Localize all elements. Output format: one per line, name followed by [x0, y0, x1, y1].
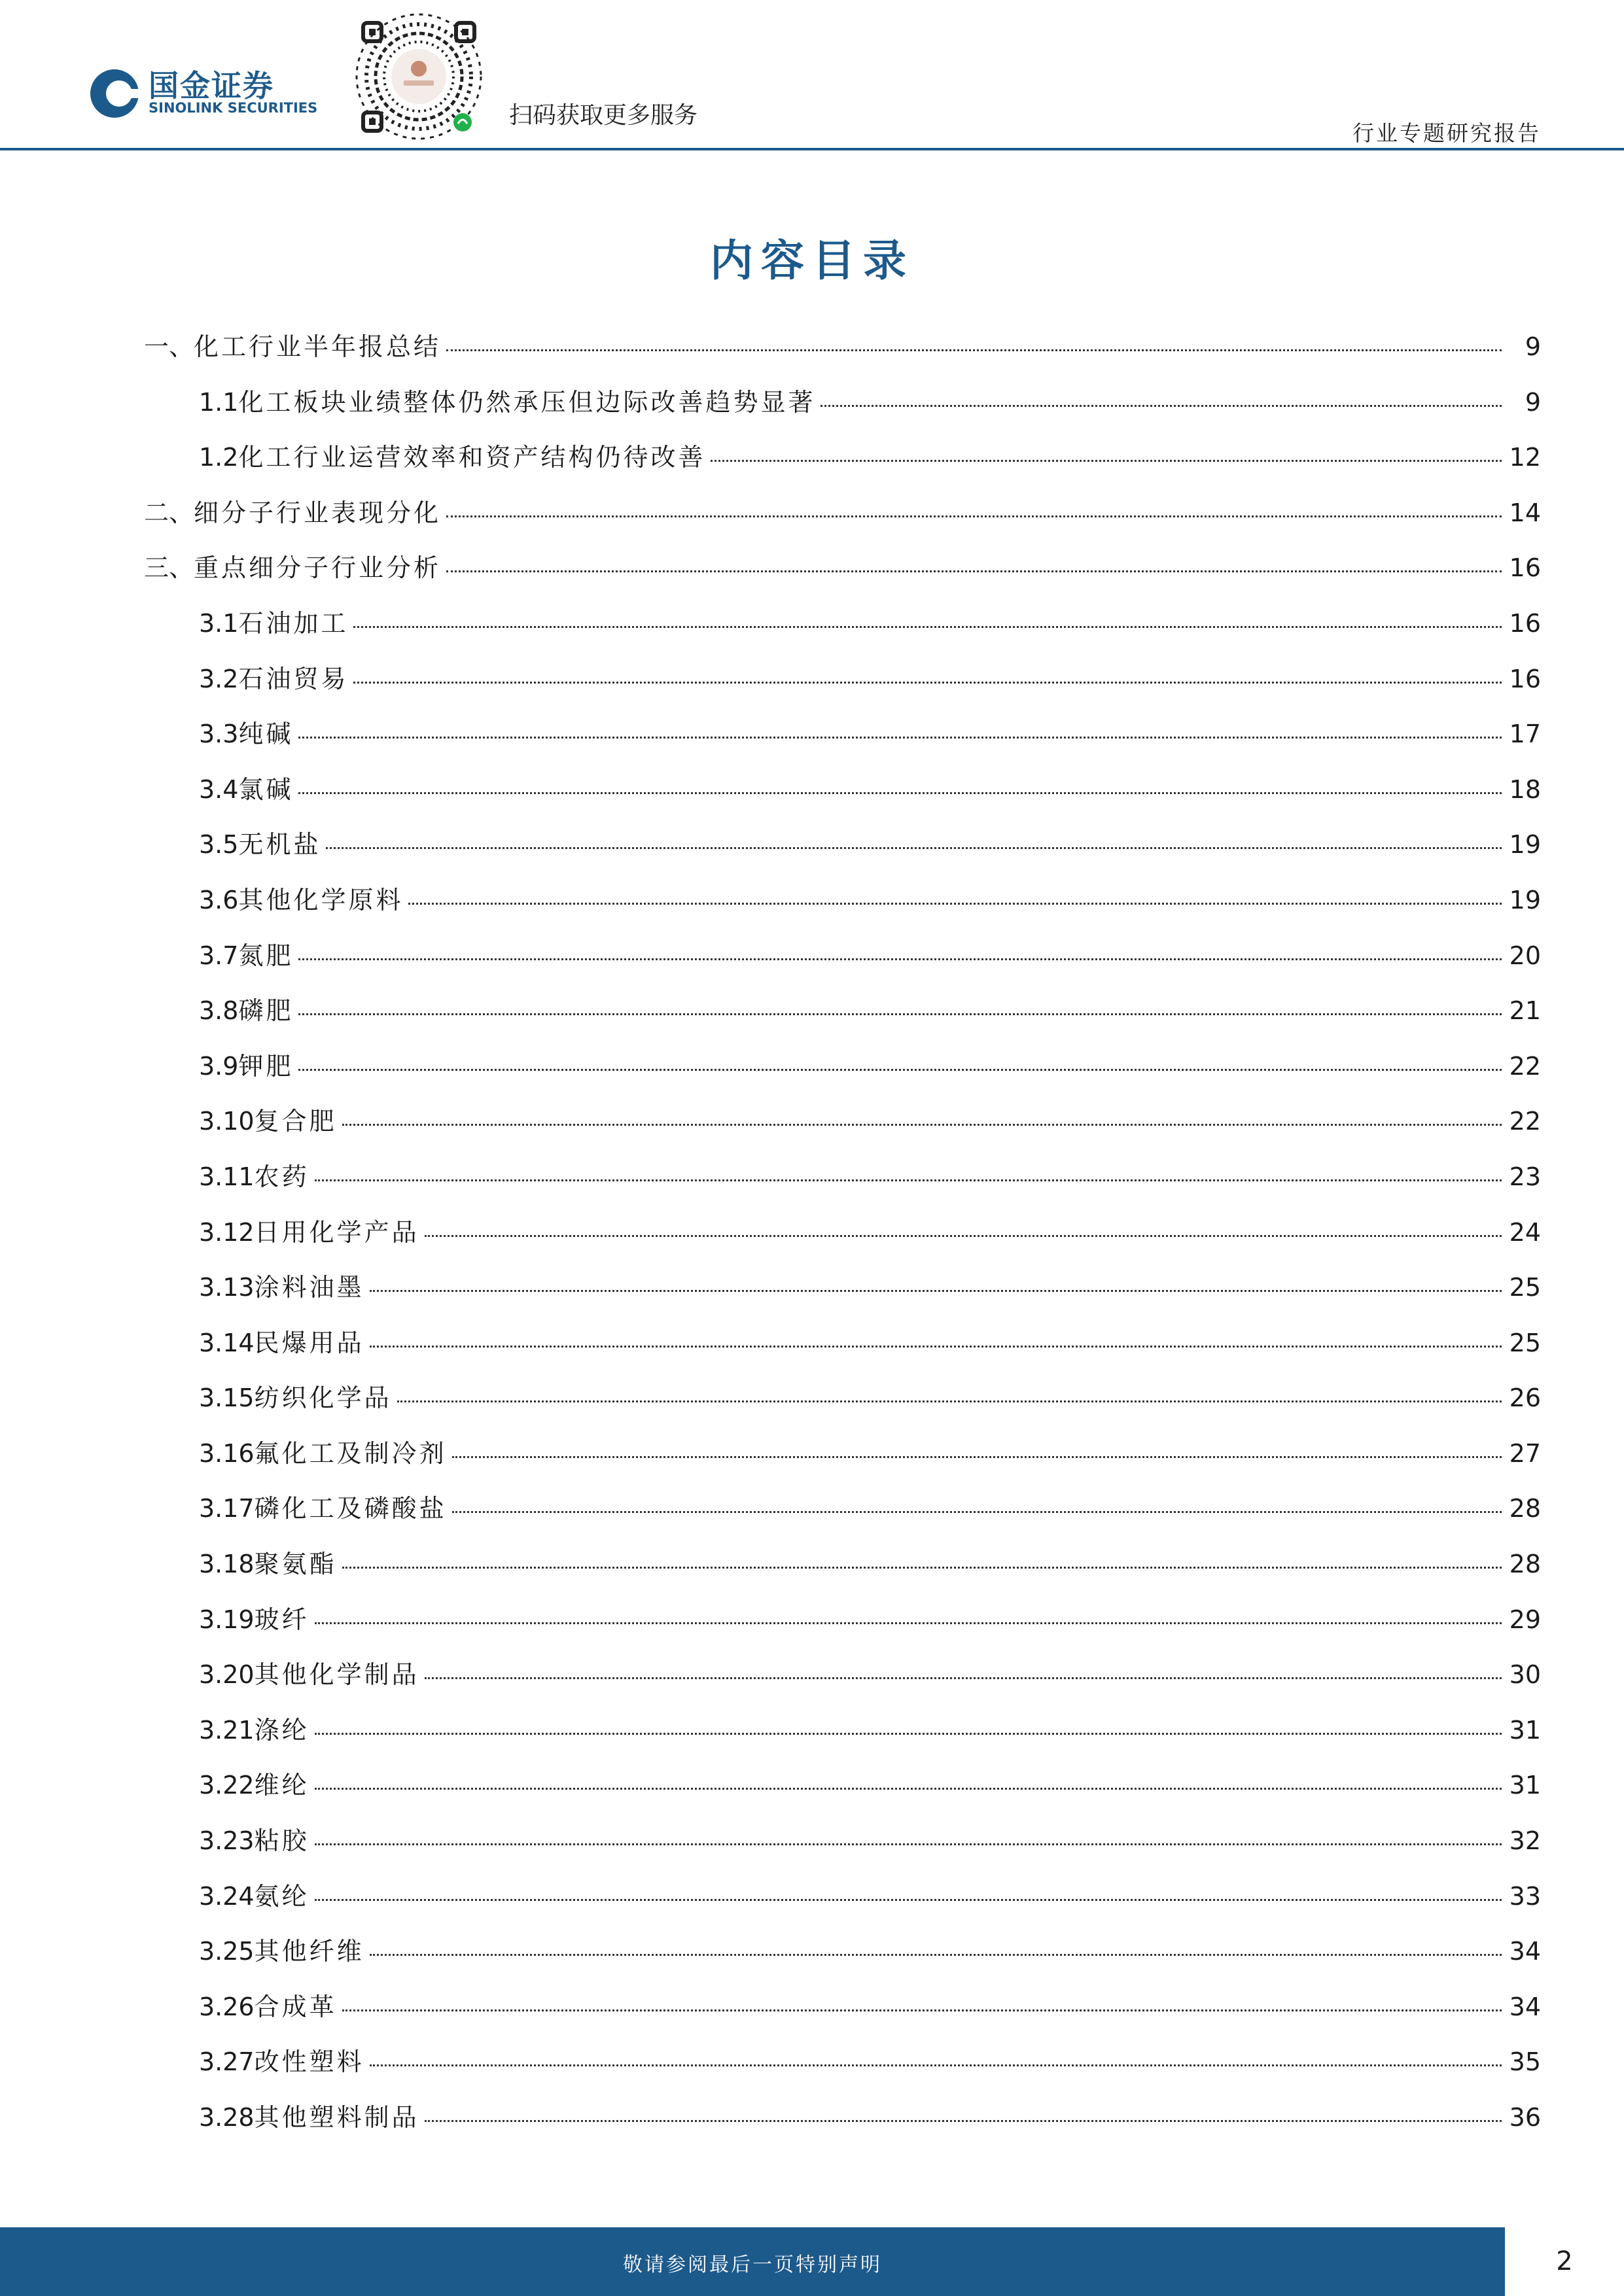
- toc-entry-page: 22: [1509, 1051, 1541, 1081]
- page-number: 2: [1556, 2246, 1573, 2276]
- header-divider: [0, 148, 1624, 150]
- toc-entry-title: 改性塑料: [254, 2047, 364, 2077]
- dot-leader: [370, 1346, 1502, 1348]
- dot-leader: [315, 1788, 1502, 1790]
- toc-entry[interactable]: [144, 1544, 1541, 1599]
- toc-entry-page: 14: [1509, 498, 1541, 527]
- toc-entry-number: 3.9: [199, 1051, 239, 1081]
- toc-entry-number: 3.5: [199, 830, 239, 860]
- toc-entry-number: 3.4: [199, 774, 239, 804]
- scan-prompt: 扫码获取更多服务: [509, 102, 698, 129]
- toc-entry[interactable]: [144, 659, 1541, 714]
- toc-title: 内容目录: [710, 235, 914, 286]
- toc-entry-page: 34: [1509, 1937, 1541, 1966]
- toc-entry-number: 1.2: [199, 443, 239, 472]
- toc-entry-title: 细分子行业表现分化: [194, 498, 442, 527]
- dot-leader: [315, 1179, 1502, 1181]
- toc-entry[interactable]: [144, 382, 1541, 438]
- qr-code-icon[interactable]: [350, 10, 487, 144]
- toc-entry-page: 18: [1509, 774, 1541, 804]
- dot-leader: [342, 2009, 1502, 2011]
- toc-entry-title: 其他化学制品: [254, 1660, 419, 1690]
- toc-entry-number: 3.6: [199, 885, 239, 914]
- toc-entry-number: 3.8: [199, 996, 239, 1026]
- dot-leader: [446, 349, 1502, 351]
- toc-entry-title: 合成革: [254, 1992, 337, 2021]
- toc-entry[interactable]: [144, 1710, 1541, 1765]
- toc-entry[interactable]: [144, 548, 1541, 603]
- dot-leader: [298, 737, 1502, 739]
- toc-entry-number: 3.2: [199, 664, 239, 693]
- dot-leader: [298, 1013, 1502, 1015]
- toc-entry-title: 无机盐: [238, 830, 321, 860]
- toc-entry-title: 农药: [254, 1162, 309, 1191]
- toc-entry-title: 化工行业半年报总结: [194, 332, 442, 361]
- toc-entry[interactable]: [144, 2042, 1541, 2097]
- toc-entry[interactable]: [144, 1378, 1541, 1433]
- toc-entry-page: 31: [1509, 1715, 1541, 1745]
- toc-entry-number: 3.28: [199, 2103, 255, 2132]
- toc-entry-title: 化工板块业绩整体仍然承压但边际改善趋势显著: [238, 387, 816, 417]
- toc-entry[interactable]: [144, 1157, 1541, 1212]
- toc-entry-title: 聚氨酯: [254, 1550, 337, 1579]
- toc-entry-title: 重点细分子行业分析: [194, 553, 442, 583]
- dot-leader: [298, 958, 1502, 960]
- toc-entry-title: 石油加工: [238, 608, 349, 638]
- toc-entry-number: 1.1: [199, 387, 239, 417]
- toc-entry-number: 3.17: [199, 1494, 255, 1523]
- toc-entry-title: 磷肥: [238, 996, 294, 1026]
- toc-entry[interactable]: [144, 1931, 1541, 1987]
- toc-entry-title: 其他塑料制品: [254, 2103, 419, 2132]
- dot-leader: [397, 1400, 1502, 1402]
- toc-entry-title: 纯碱: [238, 720, 294, 749]
- dot-leader: [452, 1456, 1502, 1458]
- toc-entry-number: 3.7: [199, 941, 239, 970]
- toc-entry-page: 28: [1509, 1550, 1541, 1579]
- toc-entry-number: 3.14: [199, 1328, 255, 1357]
- footer-bar: [0, 2227, 1505, 2296]
- toc-entry-number: 3.24: [199, 1881, 255, 1911]
- toc-entry-page: 24: [1509, 1217, 1541, 1247]
- dot-leader: [353, 626, 1502, 628]
- toc-entry[interactable]: [144, 880, 1541, 935]
- toc-entry[interactable]: [144, 1046, 1541, 1102]
- toc-entry-title: 涂料油墨: [254, 1273, 364, 1302]
- toc-entry[interactable]: [144, 769, 1541, 825]
- page-header: [0, 0, 1624, 150]
- dot-leader: [446, 515, 1502, 517]
- toc-entry-number: 3.27: [199, 2047, 255, 2077]
- logo-chinese-name: 国金证券: [149, 68, 274, 103]
- footer-disclaimer: 敬请参阅最后一页特别声明: [623, 2253, 882, 2276]
- toc-entry-title: 钾肥: [238, 1051, 294, 1081]
- toc-entry-number: 3.22: [199, 1771, 255, 1800]
- toc-entry-page: 16: [1509, 608, 1541, 638]
- dot-leader: [452, 1511, 1502, 1513]
- dot-leader: [315, 1733, 1502, 1735]
- toc-entry-number: 3.13: [199, 1273, 255, 1302]
- dot-leader: [342, 1567, 1502, 1569]
- toc-entry-page: 23: [1509, 1162, 1541, 1191]
- toc-entry-title: 磷化工及磷酸盐: [254, 1494, 447, 1523]
- toc-entry-title: 维纶: [254, 1771, 309, 1800]
- toc-entry[interactable]: [144, 1876, 1541, 1932]
- toc-entry-page: 30: [1509, 1660, 1541, 1690]
- toc-entry-title: 石油贸易: [238, 664, 349, 693]
- toc-entry[interactable]: [144, 493, 1541, 548]
- toc-entry-page: 27: [1509, 1438, 1541, 1468]
- toc-entry-number: 3.16: [199, 1438, 255, 1468]
- toc-entry-title: 化工行业运营效率和资产结构仍待改善: [238, 443, 706, 472]
- toc-entry-page: 17: [1509, 720, 1541, 749]
- company-logo: [88, 62, 324, 128]
- toc-entry-title: 氨纶: [254, 1881, 309, 1911]
- toc-entry-page: 25: [1509, 1328, 1541, 1357]
- toc-entry[interactable]: [144, 1323, 1541, 1378]
- toc-entry-title: 氟化工及制冷剂: [254, 1438, 447, 1468]
- toc-entry[interactable]: [144, 824, 1541, 880]
- toc-entry-page: 19: [1509, 830, 1541, 860]
- dot-leader: [370, 1290, 1502, 1292]
- toc-entry-number: 3.1: [199, 608, 239, 638]
- toc-entry-number: 二、: [144, 498, 194, 527]
- toc-entry-number: 3.23: [199, 1826, 255, 1856]
- toc-entry[interactable]: [144, 437, 1541, 493]
- toc-entry-page: 31: [1509, 1771, 1541, 1800]
- report-type-label: 行业专题研究报告: [1352, 120, 1541, 146]
- dot-leader: [315, 1622, 1502, 1624]
- dot-leader: [711, 460, 1502, 462]
- toc-entry[interactable]: [144, 1101, 1541, 1157]
- toc-entry-number: 3.18: [199, 1550, 255, 1579]
- toc-entry[interactable]: [144, 1433, 1541, 1489]
- toc-entry-title: 其他纤维: [254, 1937, 364, 1966]
- toc-entry[interactable]: [144, 714, 1541, 769]
- table-of-contents: [144, 326, 1541, 2153]
- toc-entry-title: 粘胶: [254, 1826, 309, 1856]
- toc-entry-number: 3.12: [199, 1217, 255, 1247]
- toc-entry-page: 35: [1509, 2047, 1541, 2077]
- logo-english-name: SINOLINK SECURITIES: [149, 100, 318, 116]
- toc-entry-number: 3.19: [199, 1605, 255, 1634]
- toc-entry[interactable]: [144, 1267, 1541, 1323]
- dot-leader: [353, 682, 1502, 684]
- toc-entry[interactable]: [144, 1599, 1541, 1655]
- toc-entry-number: 3.25: [199, 1937, 255, 1966]
- toc-entry-number: 一、: [144, 332, 194, 361]
- toc-entry-page: 16: [1509, 553, 1541, 583]
- toc-entry[interactable]: [144, 1212, 1541, 1268]
- toc-entry-number: 三、: [144, 553, 194, 583]
- toc-entry[interactable]: [144, 990, 1541, 1046]
- dot-leader: [425, 2120, 1502, 2122]
- toc-entry-title: 日用化学产品: [254, 1217, 419, 1247]
- dot-leader: [425, 1677, 1502, 1679]
- dot-leader: [370, 2064, 1502, 2066]
- toc-entry-number: 3.26: [199, 1992, 255, 2021]
- dot-leader: [446, 570, 1502, 572]
- toc-entry-title: 其他化学原料: [238, 885, 404, 914]
- toc-entry[interactable]: [144, 603, 1541, 659]
- toc-entry-page: 32: [1509, 1826, 1541, 1856]
- toc-entry-page: 26: [1509, 1383, 1541, 1413]
- toc-entry-page: 16: [1509, 664, 1541, 693]
- toc-entry-page: 12: [1509, 443, 1541, 472]
- toc-entry-number: 3.21: [199, 1715, 255, 1745]
- toc-entry-page: 28: [1509, 1494, 1541, 1523]
- toc-entry-title: 民爆用品: [254, 1328, 364, 1357]
- toc-entry[interactable]: [144, 1488, 1541, 1544]
- toc-entry-page: 33: [1509, 1881, 1541, 1911]
- dot-leader: [342, 1124, 1502, 1126]
- dot-leader: [298, 1069, 1502, 1071]
- toc-entry[interactable]: [144, 326, 1541, 382]
- dot-leader: [821, 405, 1502, 407]
- toc-entry[interactable]: [144, 1820, 1541, 1876]
- toc-entry[interactable]: [144, 2097, 1541, 2153]
- toc-entry-page: 22: [1509, 1107, 1541, 1136]
- toc-entry-title: 复合肥: [254, 1107, 337, 1136]
- toc-entry-title: 氮肥: [238, 941, 294, 970]
- toc-entry-page: 29: [1509, 1605, 1541, 1634]
- toc-entry[interactable]: [144, 1654, 1541, 1710]
- toc-entry-page: 21: [1509, 996, 1541, 1026]
- toc-entry-number: 3.20: [199, 1660, 255, 1690]
- dot-leader: [370, 1954, 1502, 1956]
- toc-entry-page: 34: [1509, 1992, 1541, 2021]
- toc-entry-number: 3.10: [199, 1107, 255, 1136]
- sinolink-logo-icon: [88, 67, 141, 120]
- dot-leader: [408, 903, 1502, 905]
- toc-entry-number: 3.15: [199, 1383, 255, 1413]
- toc-entry-title: 涤纶: [254, 1715, 309, 1745]
- dot-leader: [425, 1235, 1502, 1237]
- toc-entry-page: 19: [1509, 885, 1541, 914]
- toc-entry-number: 3.11: [199, 1162, 255, 1191]
- toc-entry-number: 3.3: [199, 720, 239, 749]
- toc-entry-page: 9: [1525, 332, 1541, 361]
- toc-entry-page: 25: [1509, 1273, 1541, 1302]
- toc-entry-page: 9: [1525, 387, 1541, 417]
- toc-entry[interactable]: [144, 935, 1541, 991]
- toc-entry-title: 氯碱: [238, 774, 294, 804]
- dot-leader: [315, 1843, 1502, 1845]
- toc-entry[interactable]: [144, 1765, 1541, 1820]
- toc-entry-title: 玻纤: [254, 1605, 309, 1634]
- toc-entry[interactable]: [144, 1987, 1541, 2042]
- dot-leader: [298, 792, 1502, 794]
- toc-entry-page: 36: [1509, 2103, 1541, 2132]
- page-footer: [0, 2227, 1624, 2296]
- toc-entry-title: 纺织化学品: [254, 1383, 392, 1413]
- dot-leader: [315, 1899, 1502, 1901]
- toc-entry-page: 20: [1509, 941, 1541, 970]
- dot-leader: [326, 847, 1502, 849]
